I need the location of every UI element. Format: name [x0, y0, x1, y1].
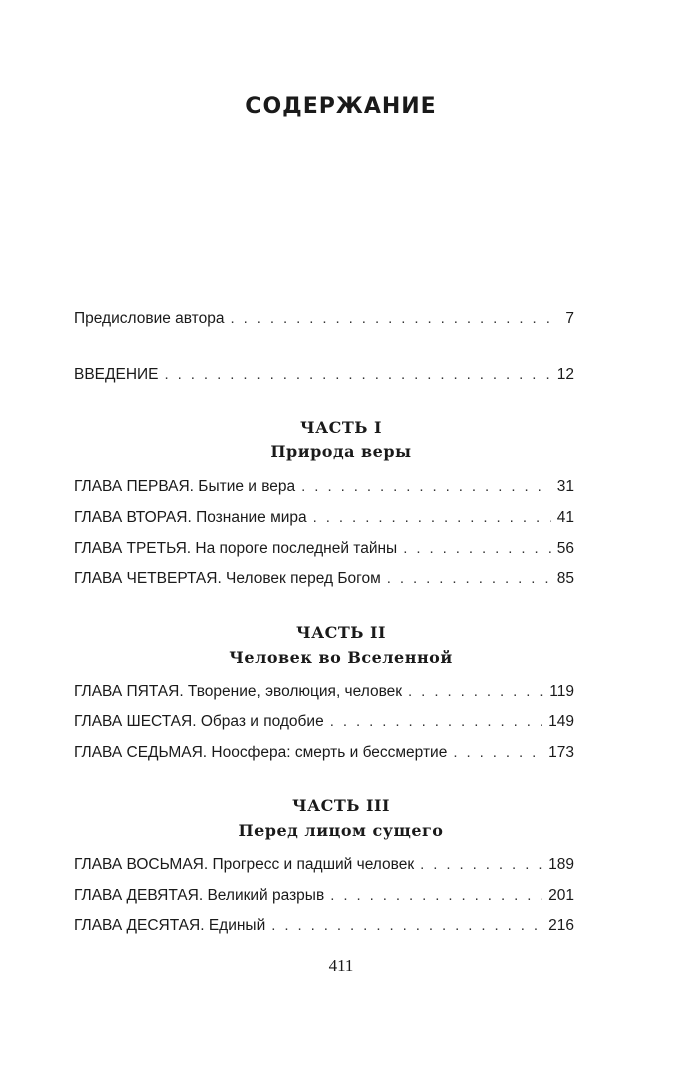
toc-entry-page: 12: [556, 366, 574, 383]
dot-leader: [420, 856, 542, 873]
dot-leader: [408, 683, 543, 700]
toc-entry-page: 56: [556, 540, 574, 557]
toc-entry-chapter[interactable]: [74, 540, 574, 564]
toc-entry-label: Предисловие автора: [74, 310, 225, 327]
dot-leader: [403, 540, 551, 557]
toc-entry-label: ГЛАВА ШЕСТАЯ. Образ и подобие: [74, 713, 324, 730]
toc-entry-label: ГЛАВА ТРЕТЬЯ. На пороге последней тайны: [74, 540, 398, 557]
toc-entry-label: ГЛАВА ПЯТАЯ. Творение, эволюция, человек: [74, 683, 403, 700]
toc-entry-page: 119: [549, 683, 574, 700]
dot-leader: [301, 478, 551, 495]
toc-entry-label: ГЛАВА ДЕВЯТАЯ. Великий разрыв: [74, 887, 325, 904]
toc-entry-page: 189: [548, 856, 574, 873]
toc-entry-chapter[interactable]: [74, 856, 574, 880]
page-title: СОДЕРЖАНИЕ: [245, 94, 437, 119]
part-subtitle: Человек во Вселенной: [229, 648, 453, 667]
toc-entry-page: 85: [556, 570, 574, 587]
dot-leader: [271, 917, 542, 934]
toc-entry-page: 31: [556, 478, 574, 495]
part-heading: ЧАСТЬ III: [291, 796, 390, 815]
toc-entry-label: ВВЕДЕНИЕ: [74, 366, 159, 383]
toc-entry-introduction[interactable]: [74, 366, 574, 390]
toc-entry-label: ГЛАВА ВОСЬМАЯ. Прогресс и падший человек: [74, 856, 415, 873]
dot-leader: [230, 310, 559, 327]
toc-entry-chapter[interactable]: [74, 509, 574, 533]
toc-entry-label: ГЛАВА ЧЕТВЕРТАЯ. Человек перед Богом: [74, 570, 381, 587]
toc-entry-page: 201: [548, 887, 574, 904]
dot-leader: [387, 570, 551, 587]
part-subtitle: Природа веры: [270, 442, 412, 461]
toc-entry-chapter[interactable]: [74, 683, 574, 707]
dot-leader: [453, 744, 542, 761]
toc-entry-label: ГЛАВА ДЕСЯТАЯ. Единый: [74, 917, 266, 934]
part-heading: ЧАСТЬ I: [299, 418, 383, 437]
toc-entry-page: 216: [548, 917, 574, 934]
toc-entry-label: ГЛАВА ПЕРВАЯ. Бытие и вера: [74, 478, 296, 495]
toc-entry-page: 149: [548, 713, 574, 730]
toc-entry-chapter[interactable]: [74, 917, 574, 941]
toc-entry-chapter[interactable]: [74, 570, 574, 594]
toc-entry-chapter[interactable]: [74, 744, 574, 768]
part-heading: ЧАСТЬ II: [295, 623, 387, 642]
toc-entry-chapter[interactable]: [74, 887, 574, 911]
toc-entry-page: 173: [548, 744, 574, 761]
toc-entry-preface[interactable]: [74, 310, 574, 334]
toc-entry-label: ГЛАВА ВТОРАЯ. Познание мира: [74, 509, 307, 526]
dot-leader: [330, 887, 542, 904]
toc-entry-page: 7: [565, 310, 574, 327]
table-of-contents: [74, 0, 574, 1080]
toc-entry-chapter[interactable]: [74, 478, 574, 502]
dot-leader: [313, 509, 551, 526]
toc-entry-page: 41: [556, 509, 574, 526]
dot-leader: [330, 713, 542, 730]
page-number: 411: [328, 956, 354, 975]
toc-entry-label: ГЛАВА СЕДЬМАЯ. Ноосфера: смерть и бессмертие: [74, 744, 448, 761]
toc-entry-chapter[interactable]: [74, 713, 574, 737]
dot-leader: [165, 366, 551, 383]
part-subtitle: Перед лицом сущего: [238, 821, 444, 840]
